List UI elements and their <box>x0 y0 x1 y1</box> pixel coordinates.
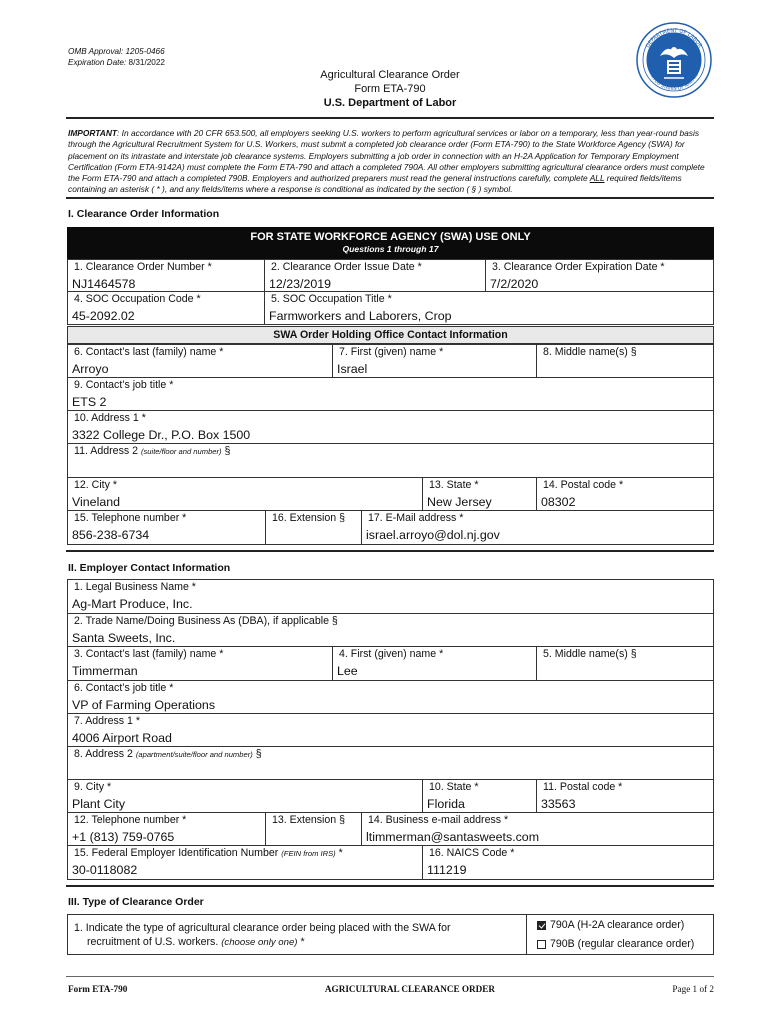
trade-name-dba-field[interactable]: 2. Trade Name/Doing Business As (DBA), if applicable § Santa Sweets, Inc. <box>67 613 714 647</box>
swa-city-field[interactable]: 12. City * Vineland <box>67 477 423 511</box>
swa-contact-job-title-field[interactable]: 9. Contact’s job title * ETS 2 <box>67 377 714 411</box>
employer-contact-middle-name-field[interactable]: 5. Middle name(s) § <box>536 646 714 681</box>
footer-title: AGRICULTURAL CLEARANCE ORDER <box>324 984 496 994</box>
employer-address-2-field[interactable]: 8. Address 2 (apartment/suite/floor and number) § <box>67 746 714 780</box>
option-790b[interactable]: 790B (regular clearance order) <box>537 938 694 950</box>
employer-contact-last-name-field[interactable]: 3. Contact’s last (family) name * Timmerman <box>67 646 333 681</box>
soc-occupation-title-field[interactable]: 5. SOC Occupation Title * Farmworkers and Laborers, Crop <box>264 291 714 325</box>
question-1-line-2: recruitment of U.S. workers. (choose only one) * <box>87 936 305 948</box>
swa-address-2-field[interactable]: 11. Address 2 (suite/floor and number) § <box>67 443 714 478</box>
swa-extension-field[interactable]: 16. Extension § <box>265 510 362 545</box>
swa-use-only-bar <box>67 227 714 259</box>
employer-city-field[interactable]: 9. City * Plant City <box>67 779 423 813</box>
employer-contact-first-name-field[interactable]: 4. First (given) name * Lee <box>332 646 537 681</box>
swa-title: FOR STATE WORKFORCE AGENCY (SWA) USE ONLY <box>250 231 531 243</box>
naics-code-field[interactable]: 16. NAICS Code * 111219 <box>422 845 714 880</box>
footer-rule <box>66 976 714 977</box>
divider <box>66 117 714 119</box>
title-line-3: U.S. Department of Labor <box>323 97 457 109</box>
swa-email-field[interactable]: 17. E-Mail address * israel.arroyo@dol.nj.gov <box>361 510 714 545</box>
employer-contact-job-title-field[interactable]: 6. Contact’s job title * VP of Farming Operations <box>67 680 714 714</box>
swa-office-contact-heading: SWA Order Holding Office Contact Information <box>67 326 714 344</box>
seal-bottom-text: UNITED STATES OF AMERICA <box>647 70 701 93</box>
title-line-1: Agricultural Clearance Order <box>320 69 460 81</box>
divider <box>66 885 714 887</box>
checkbox-790b[interactable] <box>537 940 546 949</box>
clearance-order-expiration-date-field[interactable]: 3. Clearance Order Expiration Date * 7/2/2020 <box>485 259 714 292</box>
swa-contact-middle-name-field[interactable]: 8. Middle name(s) § <box>536 344 714 378</box>
swa-telephone-field[interactable]: 15. Telephone number * 856-238-6734 <box>67 510 266 545</box>
employer-state-field[interactable]: 10. State * Florida <box>422 779 537 813</box>
question-1-line-1: 1. Indicate the type of agricultural clearance order being placed with the SWA for <box>74 922 451 934</box>
employer-address-1-field[interactable]: 7. Address 1 * 4006 Airport Road <box>67 713 714 747</box>
employer-extension-field[interactable]: 13. Extension § <box>265 812 362 846</box>
important-notice: IMPORTANT: In accordance with 20 CFR 653.500, all employers seeking U.S. workers to perform agricultural services or labor on a temporary, less than year-round basis through the Agricultural Recruitment System for U.S. Workers, must submit a completed job clearance order (Form ETA-790) to the State Workforce Agency (SWA) for placement on its intrastate and interstate job clearance systems. Employers submitting a job order in connection with an H-2A Application for Temporary Employment Certification (Form ETA-9142A) must complete the Form ETA-790 and attach a completed 790A. All other employers submitting agricultural clearance orders must complete the Form ETA-790 and attach a completed 790B. Employers and authorized preparers must read the general instructions carefully, complete ALL required fields/items containing an asterisk ( * ), and any fields/items where a response is conditional as indicated by the section ( § ) symbol. <box>68 128 705 195</box>
swa-contact-first-name-field[interactable]: 7. First (given) name * Israel <box>332 344 537 378</box>
swa-contact-last-name-field[interactable]: 6. Contact’s last (family) name * Arroyo <box>67 344 333 378</box>
soc-occupation-code-field[interactable]: 4. SOC Occupation Code * 45-2092.02 <box>67 291 265 325</box>
employer-telephone-field[interactable]: 12. Telephone number * +1 (813) 759-0765 <box>67 812 266 846</box>
expiration-line: Expiration Date: 8/31/2022 <box>68 58 165 67</box>
footer-form-id: Form ETA-790 <box>68 984 128 994</box>
employer-email-field[interactable]: 14. Business e-mail address * ltimmerman@santasweets.com <box>361 812 714 846</box>
clearance-type-options <box>526 914 714 955</box>
omb-approval: OMB Approval: 1205-0466 <box>68 47 165 56</box>
title-line-2: Form ETA-790 <box>354 83 426 95</box>
section-2-heading: II. Employer Contact Information <box>68 562 231 574</box>
expiration-date: 8/31/2022 <box>128 58 165 67</box>
footer-page-number: Page 1 of 2 <box>672 984 714 994</box>
clearance-order-number-field[interactable]: 1. Clearance Order Number * NJ1464578 <box>67 259 265 292</box>
seal-top-text: DEPARTMENT OF LABOR <box>645 27 703 49</box>
swa-state-field[interactable]: 13. State * New Jersey <box>422 477 537 511</box>
section-3-heading: III. Type of Clearance Order <box>68 896 204 908</box>
clearance-order-issue-date-field[interactable]: 2. Clearance Order Issue Date * 12/23/2019 <box>264 259 486 292</box>
swa-subtitle: Questions 1 through 17 <box>342 244 439 254</box>
legal-business-name-field[interactable]: 1. Legal Business Name * Ag-Mart Produce, Inc. <box>67 579 714 614</box>
section-1-heading: I. Clearance Order Information <box>68 208 220 220</box>
employer-postal-code-field[interactable]: 11. Postal code * 33563 <box>536 779 714 813</box>
checkbox-790a[interactable] <box>537 921 546 930</box>
divider <box>66 550 714 552</box>
swa-address-1-field[interactable]: 10. Address 1 * 3322 College Dr., P.O. Box 1500 <box>67 410 714 444</box>
clearance-type-question <box>67 914 527 955</box>
option-790a[interactable]: 790A (H-2A clearance order) <box>537 919 684 931</box>
divider <box>66 197 714 199</box>
dol-seal-icon <box>636 22 712 98</box>
omb-block <box>68 46 165 68</box>
fein-field[interactable]: 15. Federal Employer Identification Number (FEIN from IRS) * 30-0118082 <box>67 845 423 880</box>
swa-postal-code-field[interactable]: 14. Postal code * 08302 <box>536 477 714 511</box>
